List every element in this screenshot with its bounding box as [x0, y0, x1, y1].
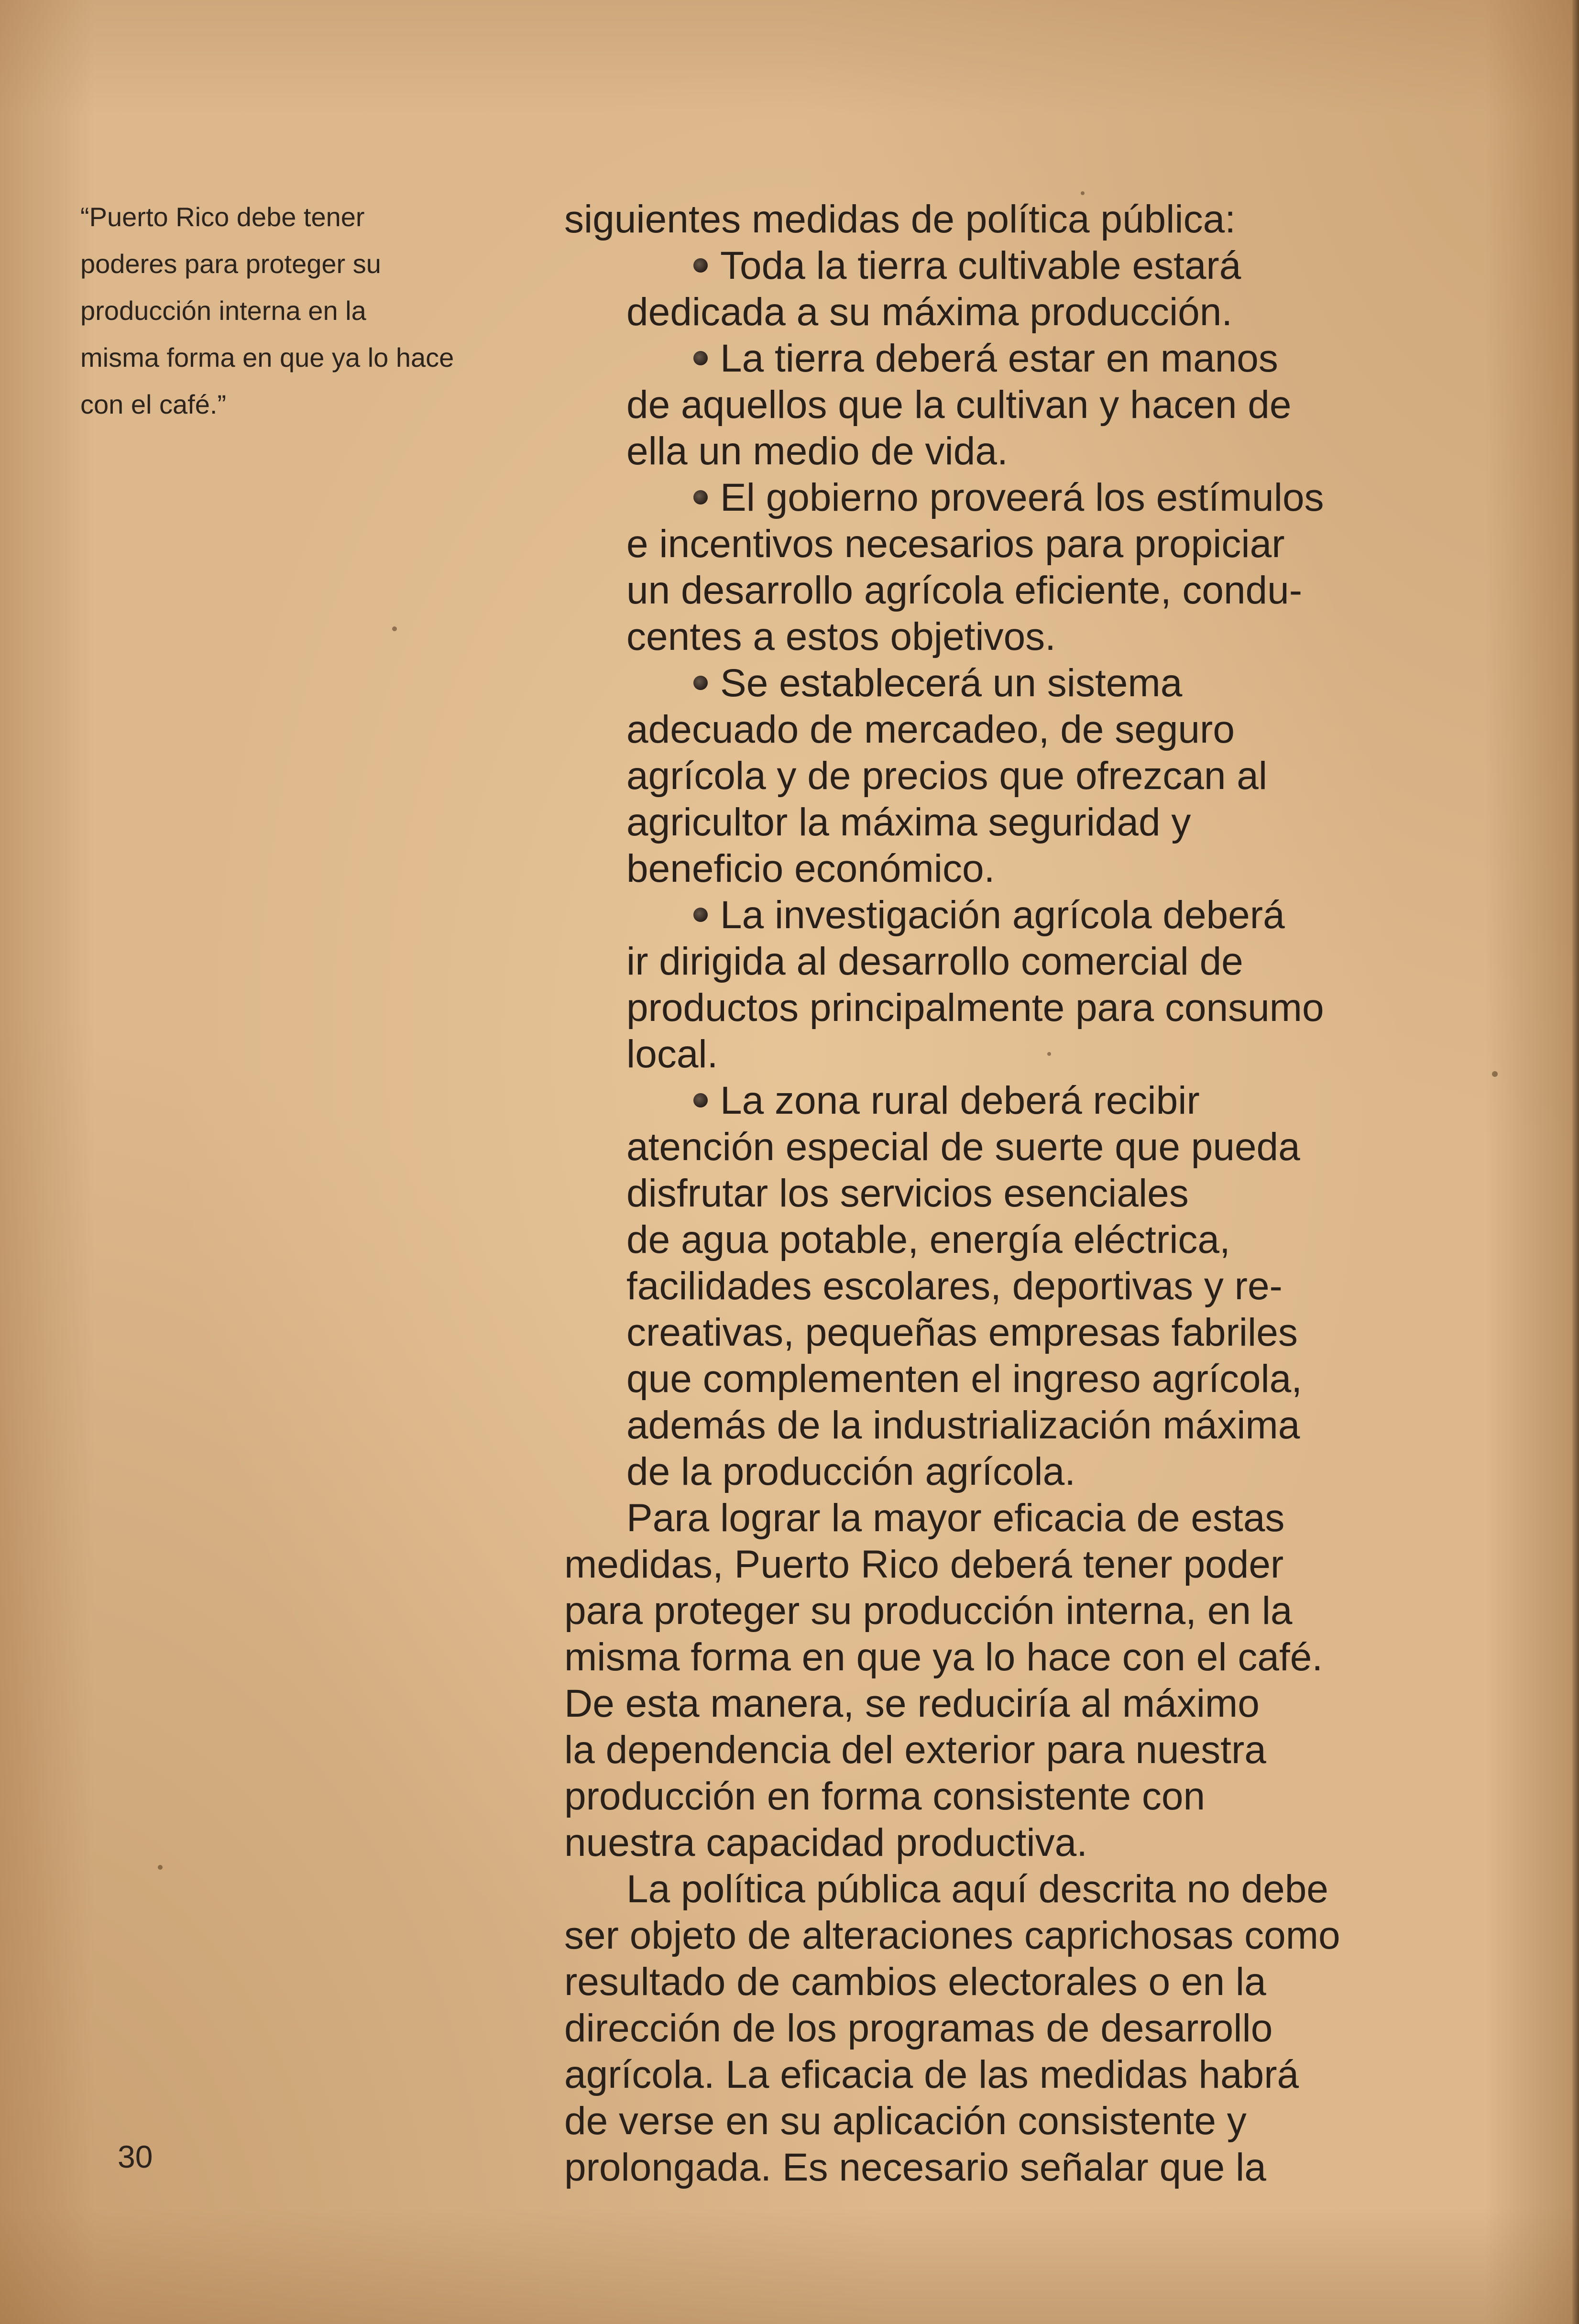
paragraph-line: resultado de cambios electorales o en la: [564, 1960, 1266, 2004]
pull-quote-line: “Puerto Rico debe tener: [80, 202, 365, 232]
bullet-text-line: agricultor la máxima seguridad y: [626, 800, 1191, 844]
bullet-text-line: La investigación agrícola deberá: [720, 893, 1285, 937]
bullet-text-line: ir dirigida al desarrollo comercial de: [626, 940, 1243, 983]
bullet-text-line: atención especial de suerte que pueda: [626, 1125, 1300, 1169]
pull-quote-line: misma forma en que ya lo hace: [80, 342, 454, 373]
bullet-text-line: dedicada a su máxima producción.: [626, 290, 1233, 334]
bullet-text-line: beneficio económico.: [626, 847, 995, 890]
paragraph-line: misma forma en que ya lo hace con el café.: [564, 1635, 1323, 1679]
bullet-text-line: facilidades escolares, deportivas y re-: [626, 1264, 1283, 1308]
bullet-text-line: La zona rural deberá recibir: [720, 1079, 1200, 1122]
bullet-text-line: además de la industrialización máxima: [626, 1403, 1300, 1447]
bullet-text-line: La tierra deberá estar en manos: [720, 337, 1278, 380]
paragraph-line: producción en forma consistente con: [564, 1775, 1206, 1818]
bullet-icon: [693, 490, 708, 504]
paragraph-line: Para lograr la mayor eficacia de estas: [626, 1496, 1285, 1540]
paragraph-line: la dependencia del exterior para nuestra: [564, 1728, 1266, 1772]
bullet-text-line: centes a estos objetivos.: [626, 615, 1056, 658]
main-text-column: [564, 196, 1425, 2191]
bullet-text-line: productos principalmente para consumo: [626, 986, 1324, 1030]
bullet-text-line: de la producción agrícola.: [626, 1450, 1076, 1493]
bullet-text-line: ella un medio de vida.: [626, 429, 1008, 473]
bullet-icon: [693, 1093, 708, 1107]
bullet-item: [564, 1077, 1425, 1495]
bullet-text-line: adecuado de mercadeo, de seguro: [626, 708, 1235, 751]
bullet-text-line: de aquellos que la cultivan y hacen de: [626, 383, 1292, 427]
bullet-item: [564, 242, 1425, 335]
paper-speck: [1047, 1052, 1051, 1056]
bullet-item: [564, 660, 1425, 892]
pull-quote-line: producción interna en la: [80, 296, 366, 326]
page-number: 30: [118, 2139, 153, 2174]
bullet-icon: [693, 351, 708, 365]
intro-line: siguientes medidas de política pública:: [564, 197, 1236, 241]
page-edge-shadow: [1572, 0, 1579, 2324]
bullet-text-line: un desarrollo agrícola eficiente, condu-: [626, 569, 1303, 612]
bullet-text-line: Se establecerá un sistema: [720, 661, 1183, 705]
pull-quote-line: poderes para proteger su: [80, 249, 381, 279]
bullet-item: [564, 335, 1425, 474]
bullet-text-line: Toda la tierra cultivable estará: [720, 244, 1241, 287]
body-paragraph: [564, 1495, 1425, 1866]
paragraph-line: de verse en su aplicación consistente y: [564, 2099, 1247, 2143]
bullet-text-line: agrícola y de precios que ofrezcan al: [626, 754, 1268, 798]
paragraph-line: De esta manera, se reduciría al máximo: [564, 1682, 1260, 1725]
bullet-text-line: El gobierno proveerá los estímulos: [720, 476, 1324, 519]
paragraph-line: dirección de los programas de desarrollo: [564, 2006, 1273, 2050]
bullet-text-line: local.: [626, 1032, 718, 1076]
bullet-icon: [693, 908, 708, 922]
paper-speck: [1492, 1071, 1498, 1077]
bullet-text-line: creativas, pequeñas empresas fabriles: [626, 1311, 1298, 1354]
paper-speck: [1081, 191, 1085, 195]
paragraph-line: La política pública aquí descrita no debe: [626, 1867, 1328, 1911]
bullet-item: [564, 474, 1425, 660]
bullet-text-line: e incentivos necesarios para propiciar: [626, 522, 1285, 566]
paragraph-line: nuestra capacidad productiva.: [564, 1821, 1088, 1864]
paper-speck: [392, 626, 397, 631]
paragraph-line: ser objeto de alteraciones caprichosas como: [564, 1914, 1340, 1957]
paper-speck: [158, 1865, 163, 1870]
paragraph-line: prolongada. Es necesario señalar que la: [564, 2146, 1266, 2189]
bullet-text-line: que complementen el ingreso agrícola,: [626, 1357, 1303, 1401]
paragraph-line: agrícola. La eficacia de las medidas habrá: [564, 2053, 1299, 2096]
bullet-item: [564, 892, 1425, 1077]
pull-quote: [80, 194, 530, 428]
bullet-text-line: disfrutar los servicios esenciales: [626, 1172, 1189, 1215]
bullet-text-line: de agua potable, energía eléctrica,: [626, 1218, 1230, 1261]
paragraph-line: para proteger su producción interna, en la: [564, 1589, 1293, 1633]
paragraph-line: medidas, Puerto Rico deberá tener poder: [564, 1543, 1284, 1586]
body-paragraph: [564, 1866, 1425, 2191]
pull-quote-line: con el café.”: [80, 389, 227, 419]
bullet-icon: [693, 676, 708, 690]
bullet-icon: [693, 258, 708, 273]
